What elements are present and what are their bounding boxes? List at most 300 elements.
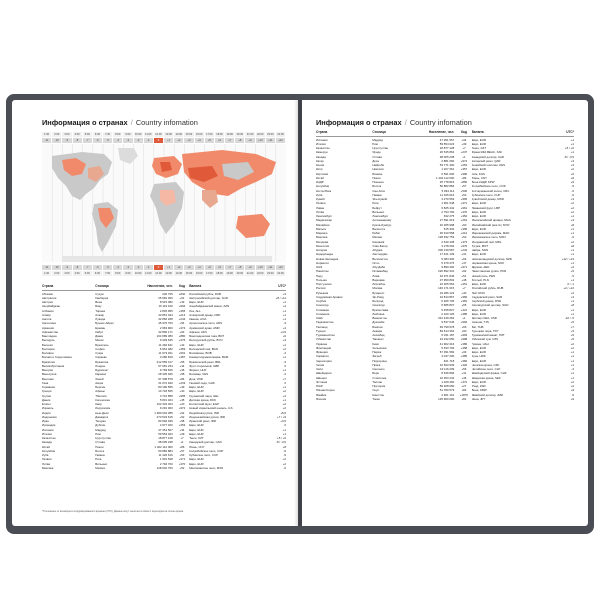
- table-cell: Яунде: [372, 150, 381, 155]
- table-cell: +994: [178, 304, 186, 309]
- table-cell: +46: [461, 375, 467, 380]
- table-cell: -8 / -3,5: [276, 440, 287, 445]
- table-cell: +7: [570, 324, 574, 329]
- table-cell: +234: [460, 248, 468, 253]
- table-cell: +355: [178, 308, 186, 313]
- table-cell: +1: [282, 385, 287, 390]
- table-cell: Молдова: [316, 239, 329, 244]
- footnote: *Отклонение от всемирного координированного времени (UTC). Данные могут меняться в связи с переходом на летнее время.: [42, 510, 184, 513]
- table-cell: Таллин: [372, 379, 383, 384]
- table-cell: +1: [282, 308, 287, 313]
- table-cell: Стокгольм: [372, 375, 387, 380]
- table-cell: Евро, EUR: [471, 226, 486, 231]
- table-cell: -6: [571, 188, 574, 193]
- table-cell: +353: [178, 423, 186, 428]
- table-cell: 59 554 023: [439, 141, 455, 146]
- table-cell: 0 / -1: [567, 282, 574, 287]
- table-cell: +9: [570, 180, 574, 185]
- table-cell: Венесуэла: [42, 372, 57, 377]
- table-cell: +387: [178, 355, 186, 360]
- table-cell: Турецкая лира, TRY: [471, 328, 499, 333]
- tz-cell: 24:00: [276, 271, 286, 276]
- tz-cell: 4:00: [73, 271, 83, 276]
- table-cell: +60: [461, 222, 467, 227]
- table-cell: Колумбийское песо, COP: [189, 448, 224, 453]
- table-cell: 102 334 404: [156, 402, 173, 407]
- table-cell: +41: [461, 371, 467, 376]
- table-cell: 97 338 579: [158, 376, 173, 381]
- tz-cell: +4: [195, 138, 205, 143]
- table-cell: +40: [461, 290, 467, 295]
- table-cell: +47: [461, 260, 467, 265]
- table-cell: +54: [179, 321, 185, 326]
- table-cell: +591: [178, 351, 186, 356]
- table-cell: Амстердам: [372, 252, 388, 257]
- table-cell: Россия: [316, 286, 326, 291]
- table-cell: -10 / -5: [564, 316, 574, 321]
- tz-cell: +6: [215, 265, 225, 270]
- table-cell: Люксембург: [372, 214, 389, 219]
- table-cell: Мадрид: [95, 427, 106, 432]
- table-cell: +993: [460, 333, 468, 338]
- table-cell: Иранский риал, IRR: [189, 419, 216, 424]
- table-cell: +1: [570, 354, 574, 359]
- table-cell: 2 794 700: [159, 461, 173, 466]
- table-cell: +86: [461, 175, 467, 180]
- table-cell: -8 / -3,5: [564, 154, 574, 159]
- table-cell: +357: [460, 167, 468, 172]
- tz-cell: +6: [215, 138, 225, 143]
- table-cell: Казахстан: [316, 146, 330, 151]
- table-cell: Ереван: [95, 325, 106, 330]
- table-cell: 83 614 362: [439, 328, 455, 333]
- tz-cell: 14:00: [174, 132, 184, 137]
- table-cell: 212 559 417: [156, 359, 173, 364]
- table-cell: Новозеландский доллар, NZD: [471, 256, 512, 261]
- table-cell: Костариканский колон, CRC: [471, 188, 510, 193]
- table-cell: Мексика: [316, 235, 328, 240]
- table-cell: Новый соль, PEN: [471, 273, 496, 278]
- table-cell: +5 / +6: [564, 146, 574, 151]
- table-cell: Китай: [316, 175, 324, 180]
- tz-cell: 4:00: [73, 132, 83, 137]
- table-cell: Иран: [42, 419, 49, 424]
- table-cell: +8: [570, 222, 574, 227]
- table-cell: Южная Корея: [316, 388, 335, 393]
- table-cell: +1: [570, 141, 574, 146]
- table-cell: Малайзия: [316, 222, 330, 227]
- table-cell: 1 402 112 000: [435, 175, 455, 180]
- tz-cell: -10: [52, 265, 62, 270]
- table-cell: +372: [460, 379, 468, 384]
- table-cell: -5: [571, 392, 574, 397]
- table-cell: 0: [284, 363, 287, 368]
- tz-cell: +12: [276, 265, 286, 270]
- table-cell: +8: [570, 243, 574, 248]
- table-cell: +4,5: [280, 329, 287, 334]
- tz-cell: 6:00: [93, 132, 103, 137]
- table-cell: Нидерланды: [316, 252, 334, 257]
- table-cell: Туркменский манат, TMT: [471, 333, 505, 338]
- table-cell: Катарский риал, QAR: [471, 158, 501, 163]
- table-cell: 36 910 558: [439, 231, 455, 236]
- table-cell: 38 005 238: [439, 154, 455, 159]
- table-cell: Франк КФА BEAC, XAF: [471, 150, 503, 155]
- column-header: Население, чел.: [428, 130, 455, 134]
- table-cell: Австралийский доллар, AUD: [189, 295, 228, 300]
- tz-cell: 15:00: [184, 271, 194, 276]
- title-en: Country infomation: [135, 118, 198, 127]
- table-cell: 5 379 475: [441, 260, 455, 265]
- tz-cell: -4: [113, 265, 123, 270]
- table-cell: +998: [460, 337, 468, 342]
- tz-cell: +3: [184, 138, 194, 143]
- table-cell: Грузия: [42, 393, 51, 398]
- tz-cell: 20:00: [235, 271, 245, 276]
- table-cell: Франция: [316, 350, 328, 355]
- table-cell: Вена: [95, 300, 102, 305]
- table-cell: 32 890 171: [158, 329, 173, 334]
- table-cell: Сукре: [95, 351, 104, 356]
- table-cell: 28 435 940: [158, 372, 173, 377]
- tz-cell: -5: [103, 265, 113, 270]
- world-map-graphic: [42, 144, 286, 262]
- table-cell: Перу: [316, 273, 323, 278]
- table-cell: +420: [460, 362, 468, 367]
- table-cell: +36: [179, 368, 185, 373]
- tz-cell: -2: [134, 138, 144, 143]
- table-cell: Казахстан: [42, 436, 56, 441]
- table-cell: Вильнюс: [95, 461, 108, 466]
- table-cell: Канадский доллар, CAD: [189, 440, 222, 445]
- world-map: [42, 144, 286, 262]
- table-cell: Ямайка: [316, 392, 327, 397]
- table-cell: Пхеньян: [372, 180, 384, 185]
- table-cell: Бразилия: [42, 359, 55, 364]
- table-cell: Латвия: [42, 457, 52, 462]
- table-cell: Мехико: [95, 465, 106, 470]
- column-header: Столица: [95, 284, 109, 288]
- tz-cell: +5: [205, 138, 215, 143]
- table-cell: Узбекистан: [316, 337, 332, 342]
- table-cell: Найра, NGN: [471, 248, 489, 253]
- table-cell: +7: [462, 286, 466, 291]
- tz-cell: -2: [134, 265, 144, 270]
- table-cell: Гана: [42, 380, 49, 385]
- table-cell: +1: [570, 277, 574, 282]
- table-cell: 10 305 564: [439, 282, 455, 287]
- table-cell: Оттава: [95, 440, 105, 445]
- time-zone-map: [42, 132, 286, 276]
- table-cell: +1: [570, 137, 574, 142]
- table-body: [42, 292, 286, 471]
- table-cell: Кувейт: [316, 197, 326, 202]
- table-cell: +1: [282, 342, 287, 347]
- table-cell: +2: [282, 457, 287, 462]
- tz-cell: 7:00: [103, 271, 113, 276]
- table-cell: Дублин: [95, 423, 106, 428]
- table-cell: Братислава: [372, 307, 389, 312]
- table-cell: Евро, EUR: [471, 252, 486, 257]
- table-cell: Австрия: [42, 300, 53, 305]
- table-cell: Подгорица: [372, 358, 387, 363]
- tz-cell: +9: [245, 138, 255, 143]
- tz-cell: -1: [144, 265, 154, 270]
- table-cell: Аккра: [95, 380, 103, 385]
- table-cell: Евро, EUR: [471, 201, 486, 206]
- tz-cell: 18:00: [215, 132, 225, 137]
- table-cell: Евро, EUR: [471, 379, 486, 384]
- table-cell: Тегеран: [95, 419, 106, 424]
- table-cell: София: [95, 346, 105, 351]
- table-cell: Малагасийский ариари, MGA: [471, 218, 511, 223]
- table-cell: 10 693 939: [439, 362, 455, 367]
- tz-cell: 17:00: [205, 132, 215, 137]
- tz-cell: 2:00: [52, 271, 62, 276]
- table-cell: Вона, KRW: [471, 388, 487, 393]
- table-cell: Евро, EUR: [471, 209, 486, 214]
- tz-cell: -3: [123, 265, 133, 270]
- table-cell: 59 554 023: [158, 431, 173, 436]
- table-cell: Хорватия: [316, 354, 329, 359]
- column-header: Страна: [316, 130, 328, 134]
- tz-cell: 23:00: [266, 132, 276, 137]
- table-cell: 6 591 600: [441, 171, 455, 176]
- table-cell: Босния и Герцеговина: [42, 355, 72, 360]
- table-cell: Гривна, UAH: [471, 341, 489, 346]
- table-cell: 53 771 300: [439, 163, 455, 168]
- tz-cell: -11: [42, 265, 52, 270]
- table-cell: 125 960 000: [438, 396, 455, 401]
- table-cell: Катар: [316, 158, 324, 163]
- table-cell: +56: [461, 367, 467, 372]
- table-cell: 5 831 404: [159, 397, 173, 402]
- table-cell: +39: [179, 431, 185, 436]
- table-cell: Мексика: [42, 465, 54, 470]
- table-cell: Украина: [316, 341, 328, 346]
- table-cell: Болгарский лев, BGN: [189, 346, 218, 351]
- tz-cell: +1: [164, 138, 174, 143]
- table-header: [316, 130, 574, 137]
- table-cell: Минск: [95, 338, 104, 343]
- table-cell: +1: [570, 375, 574, 380]
- table-cell: Найроби: [372, 163, 385, 168]
- table-cell: 19 116 209: [439, 367, 455, 372]
- table-cell: Евро, EUR: [471, 282, 486, 287]
- table-cell: 31 072 940: [158, 380, 173, 385]
- table-cell: Оттава: [372, 154, 382, 159]
- table-cell: +4: [282, 304, 287, 309]
- table-cell: +374: [178, 325, 186, 330]
- table-cell: Юань, CNY: [189, 444, 205, 449]
- table-cell: Дания: [42, 397, 51, 402]
- table-cell: +8 / +11: [275, 295, 287, 300]
- table-cell: Норвежская крона, NOK: [471, 260, 505, 265]
- table-cell: Беларусь: [42, 338, 55, 343]
- table-cell: Москва: [372, 286, 383, 291]
- table-cell: +850: [460, 180, 468, 185]
- table-cell: +3: [570, 197, 574, 202]
- tz-cell: 19:00: [225, 271, 235, 276]
- table-cell: +91: [179, 410, 185, 415]
- tz-cell: 1:00: [42, 132, 52, 137]
- table-cell: -5: [283, 448, 287, 453]
- table-cell: Испания: [316, 137, 328, 142]
- tz-cell: 11:00: [144, 271, 154, 276]
- table-cell: 3 716 858: [159, 393, 173, 398]
- table-cell: Евро, EUR: [471, 141, 486, 146]
- table-cell: 5 094 114: [441, 188, 455, 193]
- table-cell: 5 458 827: [441, 307, 455, 312]
- table-cell: Евро, EUR: [471, 345, 486, 350]
- table-cell: +58: [179, 372, 185, 377]
- tz-cell: 13:00: [164, 271, 174, 276]
- table-cell: +976: [460, 243, 468, 248]
- table-cell: Сан-Хосе: [372, 188, 386, 193]
- tz-cell: 24:00: [276, 132, 286, 137]
- table-cell: +880: [178, 334, 186, 339]
- table-cell: Саудовская Аравия: [316, 294, 343, 299]
- page-title: [316, 118, 472, 127]
- table-cell: +64: [461, 256, 467, 261]
- table-cell: Бангладеш: [42, 334, 57, 339]
- table-cell: Токио: [372, 396, 380, 401]
- table-cell: +1: [570, 299, 574, 304]
- tz-cell: 21:00: [245, 132, 255, 137]
- table-cell: 17 441 139: [439, 252, 455, 257]
- table-cell: Вильнюс: [372, 209, 385, 214]
- table-cell: Осло: [372, 260, 380, 265]
- table-cell: +5: [570, 320, 574, 325]
- table-cell: Камерун: [316, 150, 328, 155]
- table-cell: 27 691 019: [439, 218, 455, 223]
- table-cell: +52: [179, 465, 185, 470]
- table-cell: Бангкок: [372, 324, 383, 329]
- table-cell: Куна, HRK: [471, 354, 486, 359]
- table-cell: Каир: [95, 402, 102, 407]
- table-cell: Кенийский шиллинг, KES: [471, 163, 506, 168]
- table-cell: Польша: [316, 277, 327, 282]
- table-cell: Богота: [95, 448, 105, 453]
- table-cell: +1: [282, 397, 287, 402]
- tz-time-row-bottom: [42, 271, 286, 276]
- table-cell: +2: [282, 402, 287, 407]
- table-cell: Кабул: [95, 329, 104, 334]
- tz-cell: 8:00: [113, 132, 123, 137]
- table-cell: +51: [461, 273, 467, 278]
- table-cell: +2: [282, 346, 287, 351]
- table-cell: +2 / +12: [563, 286, 574, 291]
- column-header: Валюта: [471, 130, 484, 134]
- table-cell: +98: [179, 419, 185, 424]
- table-cell: Каракас: [95, 372, 107, 377]
- table-cell: Колумбийское песо, COP: [471, 184, 506, 189]
- table-cell: Претория: [372, 384, 386, 389]
- table-cell: Чешская крона, CZK: [471, 362, 500, 367]
- table-cell: +840: [178, 291, 186, 296]
- table-cell: +974: [460, 158, 468, 163]
- table-cell: +244: [178, 317, 186, 322]
- table-cell: 632 275: [443, 214, 455, 219]
- table-cell: +1: [570, 214, 574, 219]
- table-cell: Боливия: [42, 351, 54, 356]
- table-cell: +62: [179, 414, 185, 419]
- table-cell: Баку: [95, 304, 102, 309]
- table-cell: Злотый, PLN: [471, 277, 489, 282]
- table-cell: Испания: [42, 427, 54, 432]
- table-cell: Куба: [316, 192, 323, 197]
- table-cell: +43: [179, 300, 185, 305]
- table-cell: 34 813 867: [439, 294, 455, 299]
- tz-cell: 7:00: [103, 132, 113, 137]
- table-cell: +1: [570, 307, 574, 312]
- table-cell: Евро, EUR: [189, 431, 204, 436]
- table-cell: +1: [570, 311, 574, 316]
- table-cell: Берлин: [95, 385, 106, 390]
- table-cell: Марокко: [316, 231, 328, 236]
- table-cell: США: [316, 316, 323, 321]
- table-cell: 2 963 900: [159, 325, 173, 330]
- table-cell: Сухум: [95, 291, 104, 296]
- table-cell: Чилийское песо, CLP: [471, 367, 501, 372]
- table-cell: Париж: [372, 350, 382, 355]
- table-cell: Рига: [95, 457, 102, 462]
- column-header: Население, чел.: [147, 284, 173, 288]
- table-cell: +1: [282, 317, 287, 322]
- table-cell: Боливар, VES: [189, 372, 209, 377]
- tz-cell: 11:00: [144, 132, 154, 137]
- table-cell: 0: [284, 380, 287, 385]
- table-cell: +3: [282, 338, 287, 343]
- tz-cell: -5: [103, 138, 113, 143]
- table-cell: +30: [179, 389, 185, 394]
- table-cell: +370: [178, 461, 186, 466]
- tz-cell: -11: [42, 138, 52, 143]
- table-cell: +421: [460, 307, 468, 312]
- table-cell: +996: [460, 171, 468, 176]
- table-cell: 1 380 004 385: [154, 410, 173, 415]
- table-cell: Лек, ALL: [189, 308, 201, 313]
- table-cell: 3 278 292: [441, 243, 455, 248]
- table-cell: +81: [461, 396, 467, 401]
- table-cell: Лондон: [95, 363, 106, 368]
- table-cell: +385: [460, 354, 468, 359]
- tz-cell: 17:00: [205, 271, 215, 276]
- table-cell: +86: [179, 444, 185, 449]
- table-cell: 83 992 949: [158, 419, 173, 424]
- table-cell: Лей, RON: [471, 290, 485, 295]
- country-table-right: [316, 130, 574, 401]
- tz-cell: 9:00: [123, 271, 133, 276]
- table-cell: Никосия: [372, 167, 384, 172]
- table-cell: Прага: [372, 362, 381, 367]
- table-cell: Исламабад: [372, 269, 388, 274]
- title-separator: /: [130, 118, 133, 127]
- table-cell: Кубинское песо, CUP: [189, 453, 218, 458]
- table-cell: Канберра: [95, 295, 109, 300]
- table-cell: 45 376 763: [158, 321, 173, 326]
- table-cell: +1: [570, 371, 574, 376]
- tz-cell: +12: [276, 138, 286, 143]
- table-cell: +1: [570, 252, 574, 257]
- table-cell: Алжир: [95, 312, 105, 317]
- table-cell: 32 971 846: [439, 273, 455, 278]
- table-cell: 69 799 978: [439, 324, 455, 329]
- table-cell: -4: [571, 367, 574, 372]
- table-cell: 4 047 200: [441, 354, 455, 359]
- table-cell: +1876: [459, 392, 468, 397]
- table-cell: Алжирский динар, DZD: [189, 312, 221, 317]
